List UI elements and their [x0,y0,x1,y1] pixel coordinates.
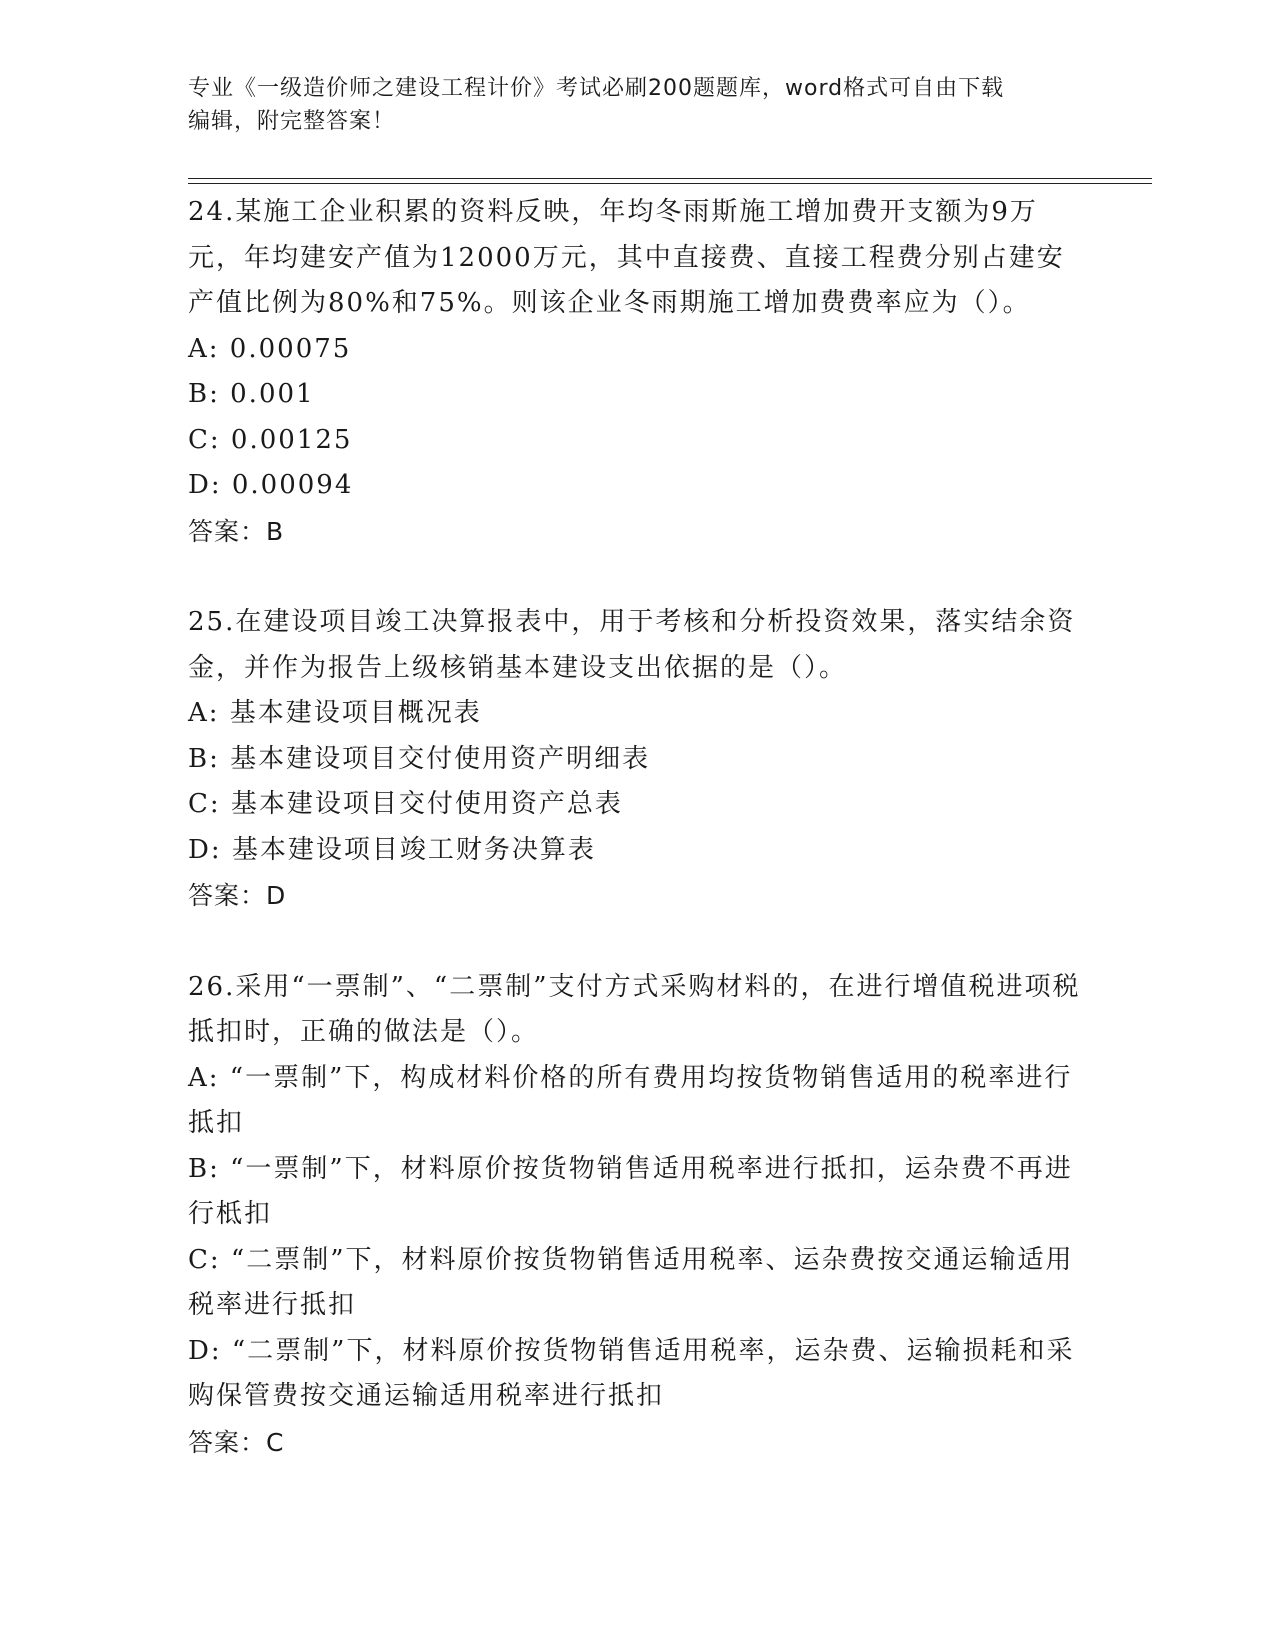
option-b: B: 基本建设项目交付使用资产明细表 [188,743,651,774]
option-d: D: 0.00094 [188,470,354,500]
question-stem: 26.采用“一票制”、“二票制”支付方式采购材料的，在进行增值税进项税抵扣时，正确的做法是（）。 [188,971,1081,1047]
option-a: A: 基本建设项目概况表 [188,698,482,728]
question-25 [188,600,1088,919]
option-c: C: 基本建设项目交付使用资产总表 [188,789,623,819]
answer-label: 答案：B [188,516,285,546]
answer-label: 答案：D [188,881,287,910]
option-b: B: “一票制”下，材料原价按货物销售适用税率进行抵扣，运杂费不再进行柢扣 [188,1153,1073,1229]
option-a: A: 0.00075 [188,333,352,364]
question-stem: 24.某施工企业积累的资料反映，年均冬雨斯施工增加费开支额为9万元，年均建安产值为12000万元，其中直接费、直接工程费分别占建安产值比例为80%和75%。则该企业冬雨期施工增加费费率应为（）。 [188,197,1065,318]
question-stem: 25.在建设项目竣工决算报表中，用于考核和分析投资效果，落实结余资金，并作为报告上级核销基本建设支出依据的是（）。 [188,607,1076,683]
header-rule-top [188,178,1152,179]
option-b: B: 0.001 [188,379,315,409]
header-line-2: 编辑，附完整答案！ [188,109,396,134]
spacer [188,919,1088,965]
answer-label: 答案：C [188,1427,285,1457]
option-d: D: “二票制”下，材料原价按货物销售适用税率，运杂费、运输损耗和采购保管费按交通运输适用税率进行抵扣 [188,1335,1075,1411]
spacer [188,554,1088,600]
question-24 [188,190,1088,554]
header-rule-bottom [188,183,1152,184]
option-d: D: 基本建设项目竣工财务决算表 [188,834,596,865]
option-a: A: “一票制”下，构成材料价格的所有费用均按货物销售适用的税率进行抵扣 [188,1062,1073,1138]
option-c: C: “二票制”下，材料原价按货物销售适用税率、运杂费按交通运输适用税率进行抵扣 [188,1244,1074,1320]
question-list [188,190,1088,1465]
header-line-1: 专业《一级造价师之建设工程计价》考试必刷200题题库，word格式可自由下载 [188,76,1005,101]
option-c: C: 0.00125 [188,424,353,455]
question-26 [188,965,1088,1466]
document-header [188,72,1068,138]
